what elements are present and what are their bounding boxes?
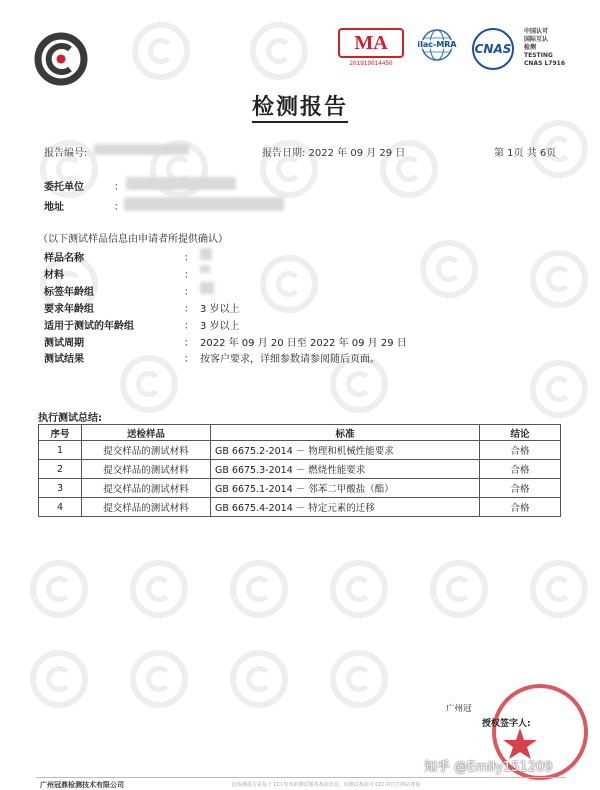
sample-row-colon: ：: [184, 270, 194, 281]
footer-company: 广州冠鼎检测技术有限公司: [40, 781, 124, 789]
sample-row-colon: ：: [184, 338, 194, 349]
cell-sample: 提交样品的测试材料: [82, 479, 211, 498]
redacted-report-number: [94, 144, 189, 155]
column-header: 结论: [480, 425, 561, 441]
page-info: 第 1页 共 6页: [494, 148, 557, 159]
cnas-line: 中国认可: [524, 28, 549, 35]
sample-row-label: 材料: [44, 270, 64, 281]
sample-row-value: 按客户要求，详细参数请参阅随后页面。: [200, 354, 380, 365]
cell-result: 合格: [480, 479, 561, 498]
sample-note: （以下测试样品信息由申请者所提供确认）: [38, 234, 228, 245]
column-header: 标准: [211, 425, 480, 441]
redacted-value: [200, 265, 210, 273]
redacted-value: [200, 282, 214, 294]
table-row: [39, 460, 561, 479]
cnas-line: 国际互认: [524, 36, 549, 43]
cell-result: 合格: [480, 441, 561, 460]
cell-result: 合格: [480, 498, 561, 517]
cnas-badge: [464, 27, 522, 71]
sample-row-value: 3 岁以上: [200, 321, 240, 332]
sample-row-colon: ：: [184, 304, 194, 315]
table-row: [39, 441, 561, 460]
cell-no: 3: [39, 479, 82, 498]
zhihu-watermark: 知乎 @Emily151209: [424, 760, 553, 775]
report-date: 报告日期: 2022 年 09 月 29 日: [262, 148, 406, 159]
cell-result: 合格: [480, 460, 561, 479]
cell-no: 4: [39, 498, 82, 517]
redacted-address: [124, 197, 284, 211]
column-header: 序号: [39, 425, 82, 441]
sample-row-label: 标签年龄组: [44, 287, 94, 298]
address-label: 地址: [44, 202, 64, 213]
summary-table: [38, 424, 561, 517]
sample-row-value: 3 岁以上: [200, 304, 240, 315]
client-colon: ：: [114, 182, 124, 193]
redacted-client: [126, 177, 236, 190]
address-colon: ：: [114, 202, 124, 213]
cell-no: 1: [39, 441, 82, 460]
cnas-line: TESTING: [524, 52, 553, 59]
sample-row-value: 2022 年 09 月 20 日至 2022 年 09 月 29 日: [200, 338, 407, 349]
cell-sample: 提交样品的测试材料: [82, 498, 211, 517]
sample-row-label: 测试结果: [44, 354, 84, 365]
cma-mark: MA: [338, 28, 404, 58]
column-header: 送检样品: [82, 425, 211, 441]
signer-label: 授权签字人:: [482, 719, 531, 729]
cell-sample: 提交样品的测试材料: [82, 460, 211, 479]
report-number-label: 报告编号:: [44, 148, 88, 159]
page-title: 检测报告: [0, 90, 600, 121]
signature-company: 广州冠: [446, 704, 472, 714]
table-header-row: [39, 425, 561, 441]
ilac-mra-badge: [412, 28, 462, 72]
cell-standard: GB 6675.2-2014 － 物理和机械性能要求: [211, 441, 480, 460]
cell-sample: 提交样品的测试材料: [82, 441, 211, 460]
cell-standard: GB 6675.4-2014 － 特定元素的迁移: [211, 498, 480, 517]
sample-row-colon: ：: [184, 287, 194, 298]
summary-heading: 执行测试总结:: [38, 413, 102, 424]
sample-row-colon: ：: [184, 253, 194, 264]
sample-row-colon: ：: [184, 321, 194, 332]
cell-no: 2: [39, 460, 82, 479]
company-logo-icon: [34, 32, 88, 86]
cnas-text: CNAS: [474, 42, 512, 56]
sample-row-label: 适用于测试的年龄组: [44, 321, 134, 332]
client-label: 委托单位: [44, 182, 84, 193]
cma-badge: [336, 28, 406, 70]
cell-standard: GB 6675.3-2014 － 燃烧性能要求: [211, 460, 480, 479]
cnas-line: CNAS L7916: [524, 60, 566, 67]
footer-disclaimer: 此检测报告是基于 CCI 发布的测试服务条款出具。该测试条款可 CCI 的官方网站查询: [232, 782, 421, 788]
table-row: [39, 479, 561, 498]
cnas-line: 检测: [524, 44, 537, 51]
cnas-side-text: [524, 28, 565, 68]
table-row: [39, 498, 561, 517]
cell-standard: GB 6675.1-2014 － 邻苯二甲酸盐（酯）: [211, 479, 480, 498]
cma-number: 201919014450: [349, 60, 393, 67]
ilac-text: ilac-MRA: [412, 40, 462, 49]
sample-row-label: 样品名称: [44, 253, 84, 264]
sample-row-label: 测试周期: [44, 338, 84, 349]
redacted-value: [200, 248, 212, 260]
sample-row-label: 要求年龄组: [44, 304, 94, 315]
sample-row-colon: ：: [184, 354, 194, 365]
